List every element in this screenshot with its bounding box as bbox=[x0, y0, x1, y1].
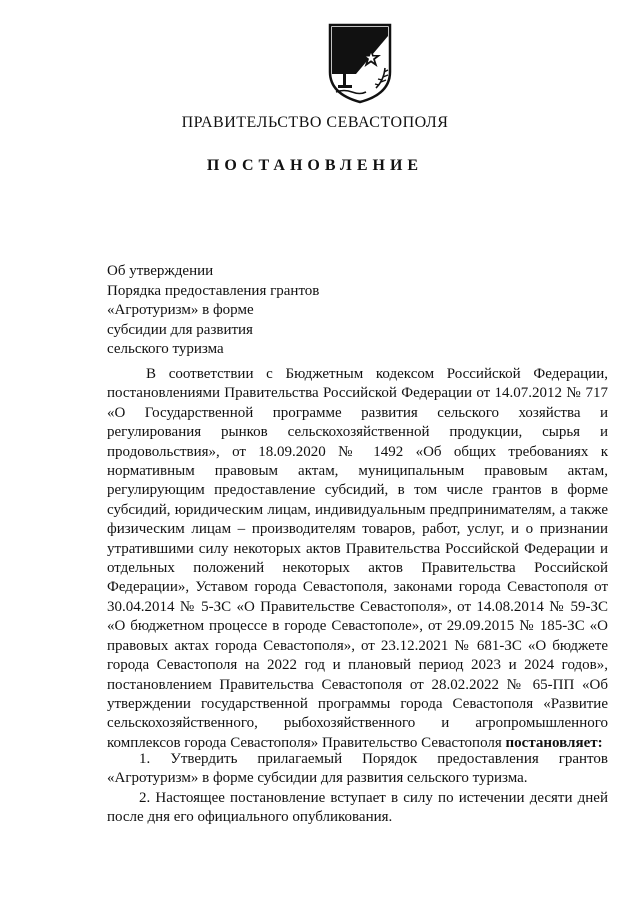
subject-line: Об утверждении bbox=[107, 263, 214, 279]
preamble-paragraph bbox=[107, 365, 608, 753]
resolution-item: 2. Настоящее постановление вступает в силу по истечении десяти дней после дня его официального опубликования. bbox=[107, 789, 608, 826]
subject-line: сельского туризма bbox=[107, 341, 224, 357]
resolves-keyword: постановляет: bbox=[505, 734, 603, 751]
document-type-heading: ПОСТАНОВЛЕНИЕ bbox=[206, 157, 424, 174]
preamble-text: В соответствии с Бюджетным кодексом Российской Федерации, постановлениями Правительства Российской Федерации от 14.07.2012 № 717 «О Государственной программе развития сельского хозяйства и регулирования рынков сельскохозяйственной продукции, сырья и продовольствия», от 18.09.2020 № 1492 «Об общих требованиях к нормативным правовым актам, муниципальным правовым актам, регулирующим предоставление субсидий, в том числе грантов в форме субсидий, юридическим лицам, индивидуальным предпринимателям, а также физическим лицам – производителям товаров, работ, услуг, и о признании утратившими силу некоторых актов Правительства Российской Федерации и отдельных положений некоторых актов Правительства Российской Федерации», Уставом города Севастополя, законами города Севастополя от 30.04.2014 № 5-ЗС «О Правительстве Севастополя», от 14.08.2014 № 59-ЗС «О бюджетном процессе в городе Севастополе», от 29.09.2015 № 185-ЗС «О правовых актах города Севастополя», от 23.12.2021 № 681-ЗС «О бюджете города Севастополя на 2022 год и плановый период 2023 и 2024 годов», постановлением Правительства Севастополя от 28.02.2022 № 65-ПП «Об утверждении государственной программы города Севастополя «Развитие сельскохозяйственного, рыбохозяйственного и агропромышленного комплексов города Севастополя» Правительство Севастополя bbox=[107, 366, 608, 751]
subject-line: Порядка предоставления грантов bbox=[107, 282, 320, 299]
resolution-items bbox=[107, 750, 608, 828]
coat-of-arms-icon bbox=[326, 22, 394, 104]
subject-line: «Агротуризм» в форме bbox=[107, 302, 254, 318]
resolution-item: 1. Утвердить прилагаемый Порядок предоставления грантов «Агротуризм» в форме субсидии для развития сельского туризма. bbox=[107, 751, 608, 787]
organization-title: ПРАВИТЕЛЬСТВО СЕВАСТОПОЛЯ bbox=[181, 114, 449, 131]
subject-line: субсидии для развития bbox=[107, 321, 253, 338]
subject-block bbox=[107, 262, 319, 360]
